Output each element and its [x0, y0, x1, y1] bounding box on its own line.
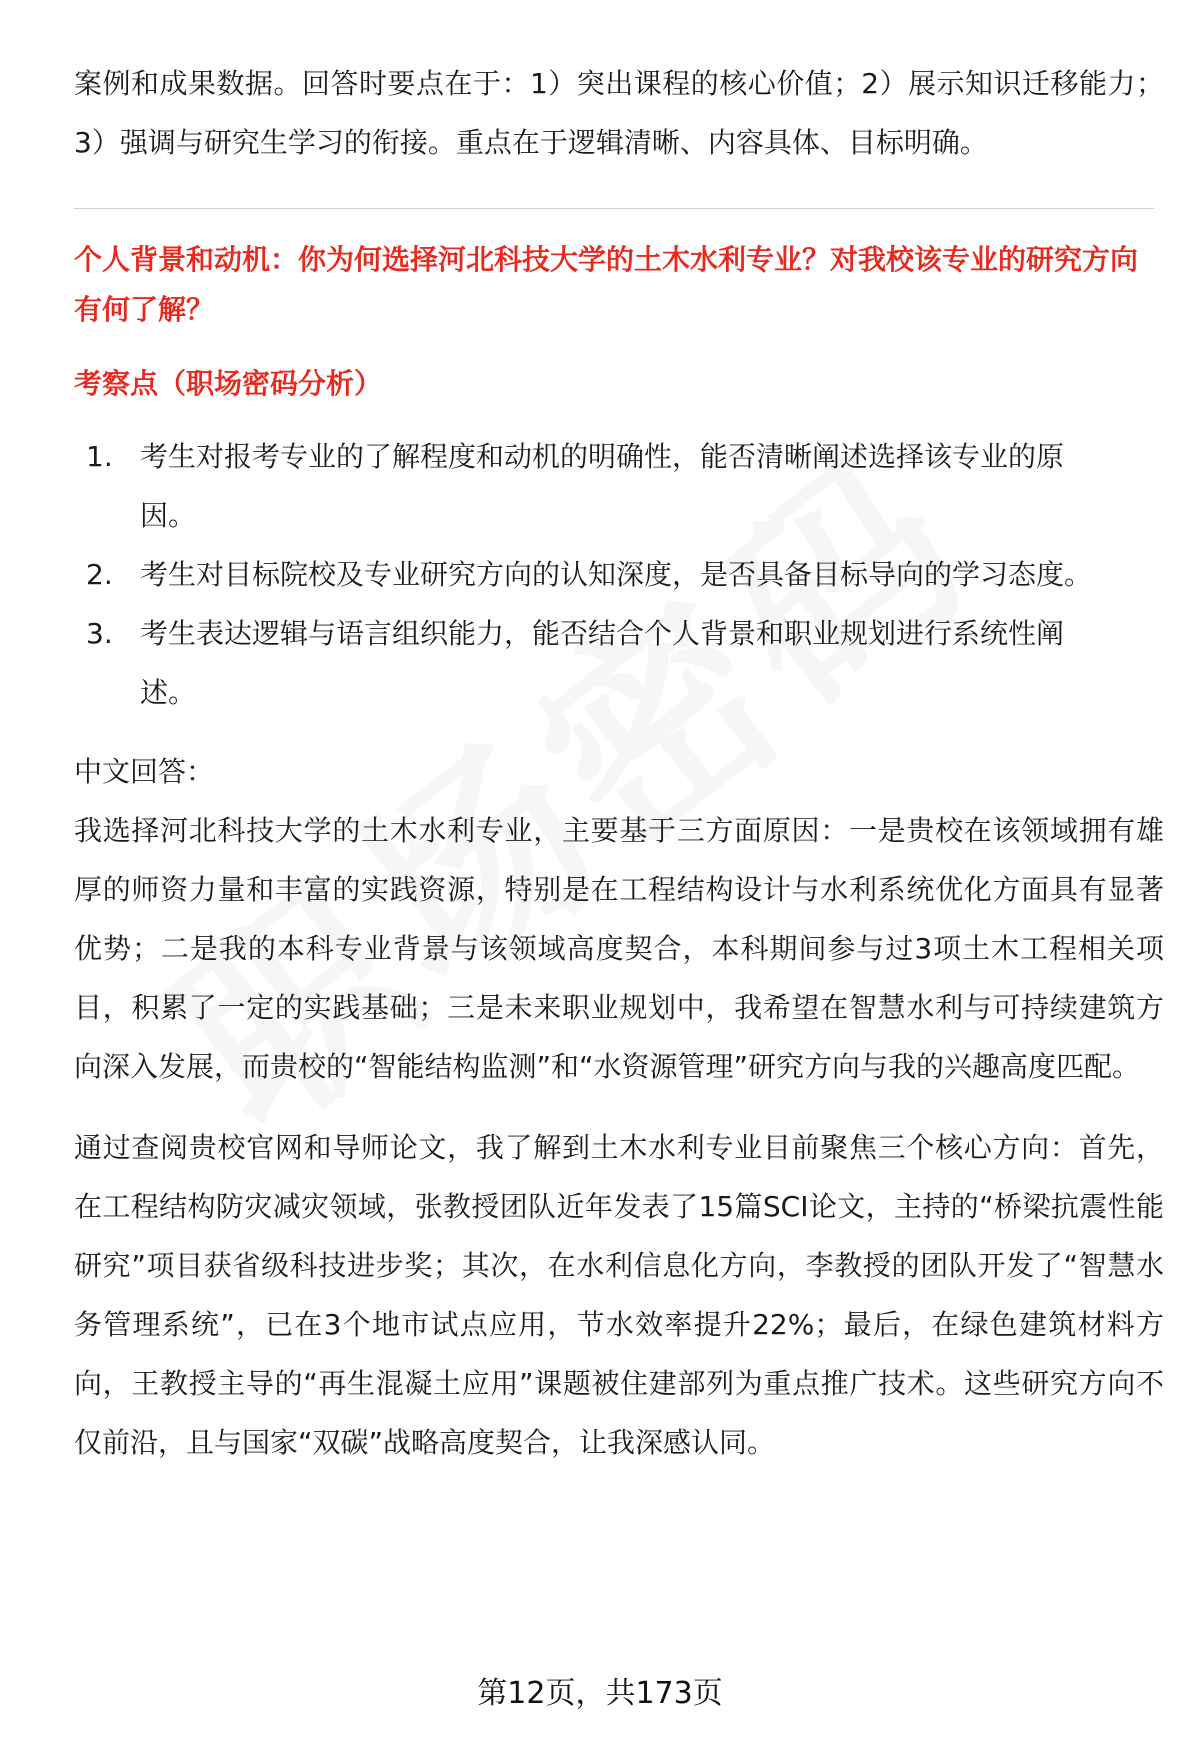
assessment-item — [74, 427, 1164, 545]
intro-paragraph: 案例和成果数据。回答时要点在于：1）突出课程的核心价值；2）展示知识迁移能力；3）强调与研究生学习的衔接。重点在于逻辑清晰、内容具体、目标明确。 — [74, 67, 1164, 159]
assessment-item — [74, 604, 1164, 722]
list-item-text: 考生表达逻辑与语言组织能力，能否结合个人背景和职业规划进行系统性阐述。 — [140, 617, 1065, 709]
assessment-list — [74, 427, 1164, 722]
page-number: 第12页，共173页 — [477, 1676, 723, 1711]
section-divider — [74, 208, 1154, 209]
question-title: 个人背景和动机：你为何选择河北科技大学的土木水利专业？对我校该专业的研究方向有何了解？ — [74, 243, 1139, 326]
page-content — [74, 54, 1164, 1472]
answer-paragraph-2: 通过查阅贵校官网和导师论文，我了解到土木水利专业目前聚焦三个核心方向：首先，在工程结构防灾减灾领域，张教授团队近年发表了15篇SCI论文，主持的“桥梁抗震性能研究”项目获省级科技进步奖；其次，在水利信息化方向，李教授的团队开发了“智慧水务管理系统”，已在3个地市试点应用，节水效率提升22%；最后，在绿色建筑材料方向，王教授主导的“再生混凝土应用”课题被住建部列为重点推广技术。这些研究方向不仅前沿，且与国家“双碳”战略高度契合，让我深感认同。 — [74, 1131, 1164, 1459]
list-item-text: 考生对报考专业的了解程度和动机的明确性，能否清晰阐述选择该专业的原因。 — [140, 440, 1065, 532]
list-item-text: 考生对目标院校及专业研究方向的认知深度，是否具备目标导向的学习态度。 — [140, 558, 1093, 591]
list-number: 2. — [86, 558, 113, 591]
list-number: 3. — [86, 617, 113, 650]
answer-label: 中文回答： — [74, 755, 215, 788]
assessment-item — [74, 545, 1164, 604]
answer-paragraph-1: 我选择河北科技大学的土木水利专业，主要基于三方面原因：一是贵校在该领域拥有雄厚的师资力量和丰富的实践资源，特别是在工程结构设计与水利系统优化方面具有显著优势；二是我的本科专业背景与该领域高度契合，本科期间参与过3项土木工程相关项目，积累了一定的实践基础；三是未来职业规划中，我希望在智慧水利与可持续建筑方向深入发展，而贵校的“智能结构监测”和“水资源管理”研究方向与我的兴趣高度匹配。 — [74, 814, 1164, 1083]
list-number: 1. — [86, 440, 113, 473]
assessment-heading: 考察点（职场密码分析） — [74, 367, 383, 400]
